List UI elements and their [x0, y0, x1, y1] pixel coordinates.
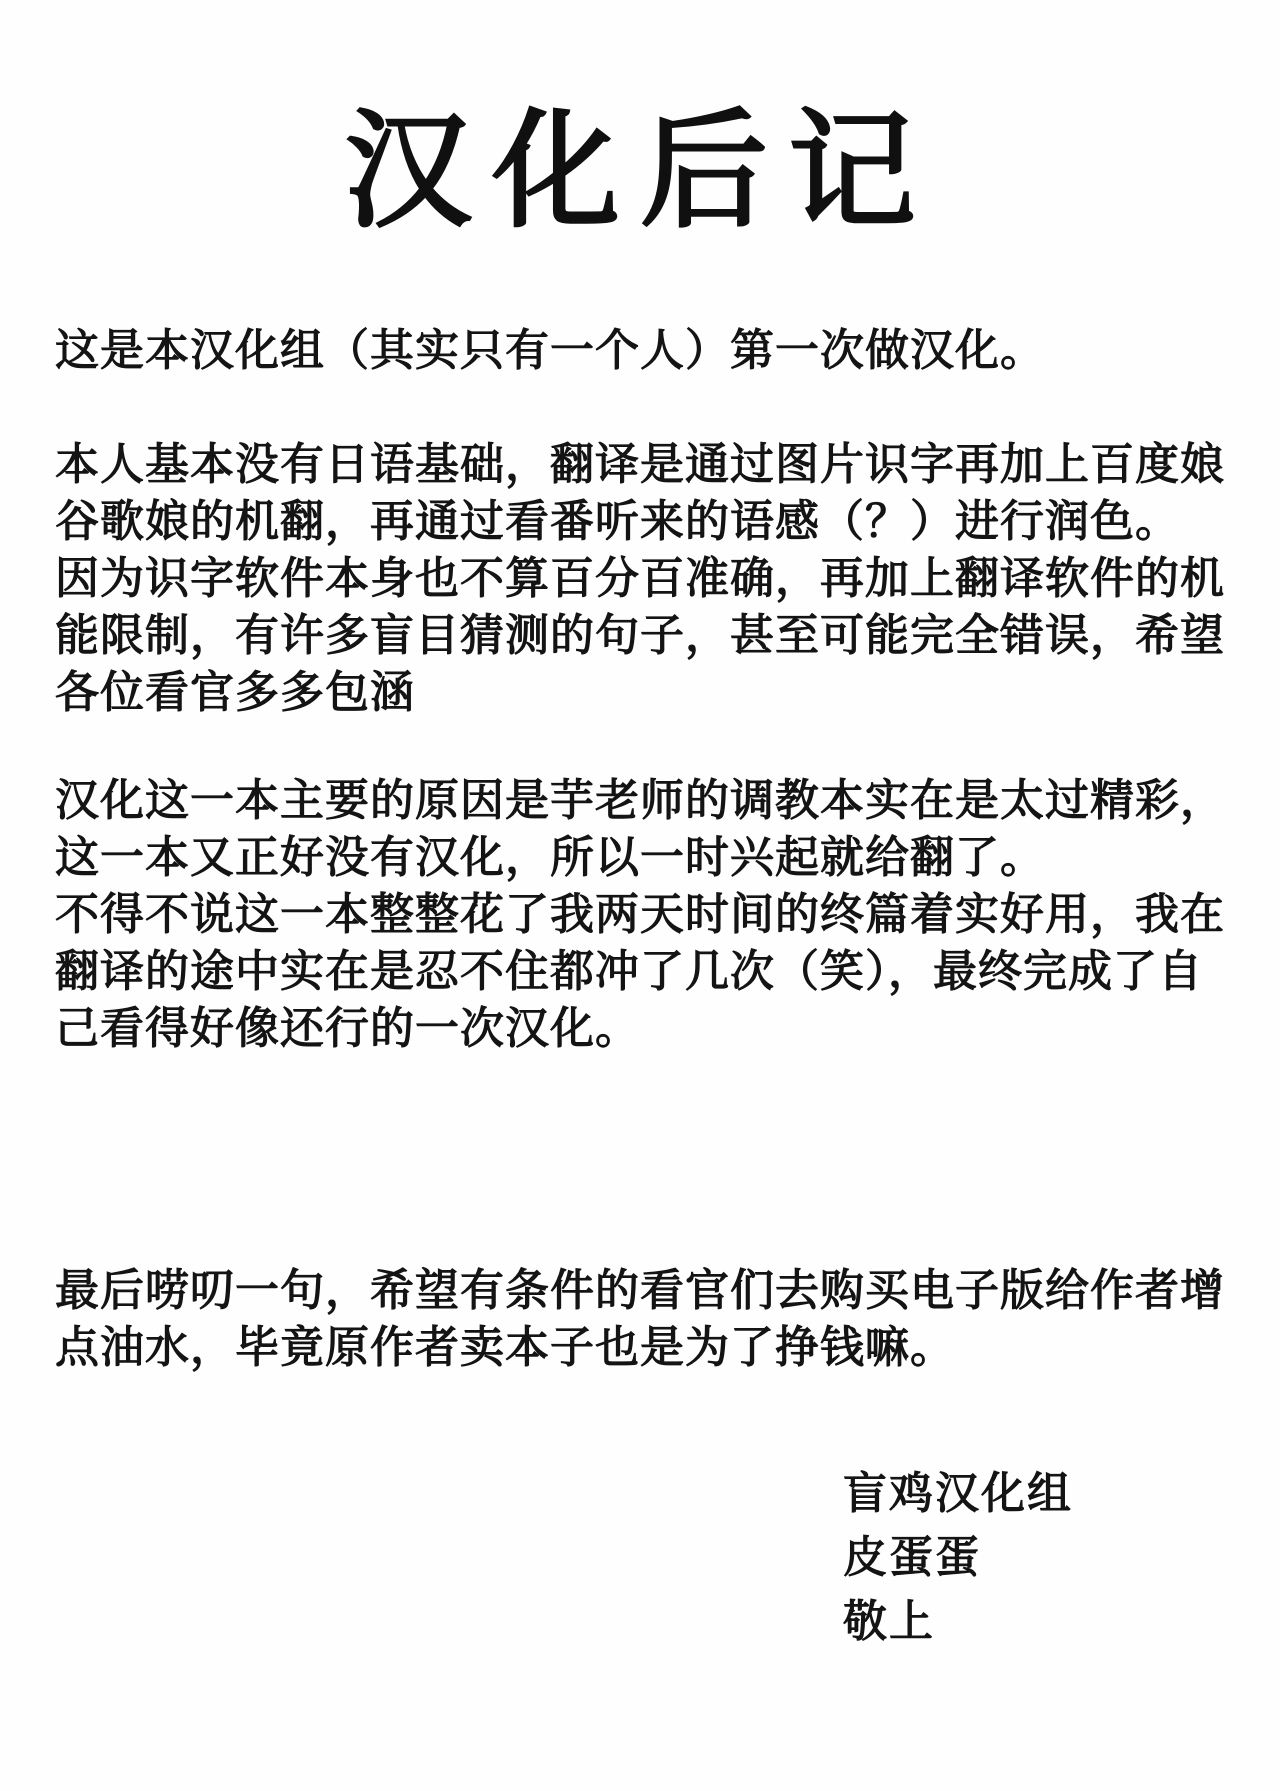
text-line: 因为识字软件本身也不算百分百准确，再加上翻译软件的机 — [55, 554, 1225, 603]
text-line: 能限制，有许多盲目猜测的句子，甚至可能完全错误，希望 — [55, 611, 1225, 660]
text-line: 各位看官多多包涵 — [55, 668, 415, 717]
text-line: 本人基本没有日语基础，翻译是通过图片识字再加上百度娘 — [55, 440, 1225, 489]
signature-block — [843, 1462, 1073, 1654]
signature-salutation: 敬上 — [843, 1597, 935, 1646]
page-title: 汉化后记 — [343, 100, 936, 243]
text-line: 最后唠叨一句，希望有条件的看官们去购买电子版给作者增 — [55, 1266, 1225, 1315]
text-line: 翻译的途中实在是忍不住都冲了几次（笑），最终完成了自 — [55, 947, 1203, 996]
text-line: 己看得好像还行的一次汉化。 — [55, 1004, 640, 1053]
paragraph-intro — [55, 322, 1240, 379]
text-line: 不得不说这一本整整花了我两天时间的终篇着实好用，我在 — [55, 890, 1225, 939]
signature-group-name: 盲鸡汉化组 — [843, 1469, 1073, 1518]
text-line: 谷歌娘的机翻，再通过看番听来的语感（？）进行润色。 — [55, 497, 1180, 546]
text-line: 这一本又正好没有汉化，所以一时兴起就给翻了。 — [55, 833, 1045, 882]
signature-translator-name: 皮蛋蛋 — [843, 1533, 981, 1582]
text-line: 汉化这一本主要的原因是芋老师的调教本实在是太过精彩， — [55, 776, 1225, 825]
text-line: 点油水，毕竟原作者卖本子也是为了挣钱嘛。 — [55, 1323, 955, 1372]
paragraph-closing-remark — [55, 1262, 1240, 1376]
paragraph-translation-method — [55, 436, 1240, 721]
paragraph-reason — [55, 772, 1240, 1057]
text-line: 这是本汉化组（其实只有一个人）第一次做汉化。 — [55, 326, 1045, 375]
